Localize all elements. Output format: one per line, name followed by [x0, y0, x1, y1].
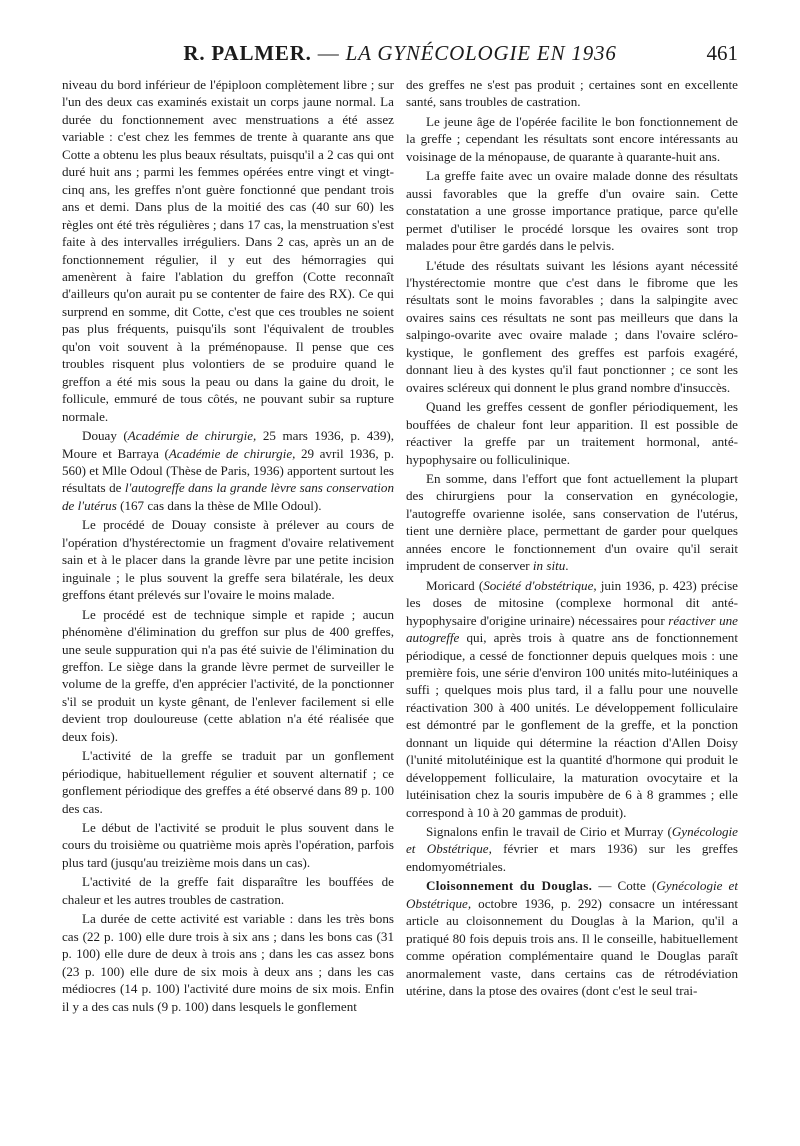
paragraph — [406, 577, 738, 821]
paragraph: L'activité de la greffe se traduit par un gonflement périodique, habituellement régulier et souvent alternatif ; ce gonflement périodique des greffes a été observé dans 89 p. 100 des cas. — [62, 748, 394, 816]
paragraph: Le procédé est de technique simple et rapide ; aucun phénomène d'élimination du greffon sur plus de 400 greffes, une seule suppuration qui n'a pas été suivie de l'élimination du greffon. Le siège dans la grande lèvre permet de surveiller le volume de la greffe, d'en apprécier l'activité, de la ponctionner s'il se produit un kyste gênant, de l'enlever facilement si elle devient trop douloureuse (cette ablation n'a été réalisée que deux fois). — [62, 606, 394, 744]
paragraph: Quand les greffes cessent de gonfler périodiquement, les bouffées de chaleur font leur apparition. Il est possible de réactiver la greffe par un traitement hormonal, anté-hypophysaire ou folliculinique. — [406, 399, 738, 467]
section-heading: Cloisonnement du Douglas. — [426, 878, 593, 894]
journal-citation: Académie de chirurgie, — [168, 445, 296, 461]
italic-emphasis: l'autogreffe dans la grande lèvre sans conservation de l'utérus — [62, 480, 394, 513]
text-run: Douay ( — [82, 428, 128, 444]
paragraph — [406, 823, 738, 875]
paragraph — [406, 470, 738, 575]
running-head — [62, 38, 738, 68]
journal-citation: Académie de chirurgie, — [127, 428, 257, 444]
text-run: 29 avril 1936, p. 560) et Mlle Odoul (Thèse de Paris, 1936) apportent surtout les résultats de — [62, 445, 394, 496]
page-number: 461 — [706, 41, 738, 65]
journal-citation: Gynécologie et Obstétrique, — [406, 878, 738, 911]
text-run: Moricard ( — [426, 577, 484, 593]
running-head-separator: — — [311, 41, 346, 65]
paragraph: niveau du bord inférieur de l'épiploon complètement libre ; sur l'un des deux cas examinés existait un corps jaune normal. La durée du fonctionnement avec menstruations a été assez variable : c'est chez les femmes de trente à quarante ans que Cotte a obtenu les plus beaux résultats, puisqu'il a 2 cas qui ont duré huit ans ; parmi les femmes opérées entre vingt et vingt-cinq ans, les greffes n'ont guère fonctionné que pendant trois ans et demi. Dans plus de la moitié des cas (40 sur 60) les règles ont été très régulières ; dans 17 cas, la menstruation s'est faite à des intervalles irréguliers. Dans 2 cas, après un an de fonctionnement régulier, il y eut des hémorragies qui amenèrent à faire l'ablation du greffon (Cotte reconnaît d'ailleurs qu'on aurait pu se contenter de faire des RX). Ce qui surprend en somme, dit Cotte, c'est que ces troubles ne soient pas plus fréquents, puisqu'ils sont l'équivalent de troubles qu'on voit souvent à la préménopause. Il pense que ces troubles risquent plus volontiers de se produire quand le greffon a été mis sous la peau ou dans la gaine du droit, le follicule, emmuré de tous côtés, ne pouvant subir sa rupture normale. — [62, 77, 394, 424]
running-head-author: R. PALMER. — [183, 41, 312, 65]
running-head-title: LA GYNÉCOLOGIE EN 1936 — [345, 41, 617, 65]
text-run: octobre 1936, p. 292) consacre un intéressant article au cloisonnement du Douglas à la Marion, qu'il a pratiqué 80 fois depuis trois ans. Il le conseille, habituellement comme opération complémentaire quand le Douglas paraît anormalement vaste, dans certains cas de rétrodéviation utérine, dans la ptose des ovaires (dont c'est le seul trai- — [406, 895, 738, 999]
paragraph: L'étude des résultats suivant les lésions ayant nécessité l'hystérectomie montre que c'est dans le fibrome que les résultats sont le moins favorables ; dans la salpingite avec ovaires sains ces résultats ne sont pas meilleurs que dans la salpingo-ovarite avec ovaire malade ; dans l'ovaire scléro-kystique, le gonflement des greffes est parfois exagéré, donnant lieu à des kystes qu'il faut ponctionner ; ce sont les ovaires scléreux qui donnent le plus grand nombre d'insuccès. — [406, 257, 738, 395]
text-run: Signalons enfin le travail de Cirio et Murray ( — [426, 824, 672, 840]
paragraph: des greffes ne s'est pas produit ; certaines sont en excellente santé, sans troubles de castration. — [406, 77, 738, 110]
paragraph: Le début de l'activité se produit le plus souvent dans le cours du troisième ou quatrième mois après l'opération, parfois plus tard (jusqu'au treizième mois dans un cas). — [62, 820, 394, 870]
paragraph — [406, 877, 738, 999]
paragraph: Le jeune âge de l'opérée facilite le bon fonctionnement de la greffe ; cependant les résultats sont encore intéressants au voisinage de la ménopause, de quarante à quarante-huit ans. — [406, 113, 738, 164]
journal-citation: Gynécologie et Obstétrique, — [406, 824, 738, 857]
text-run: En somme, dans l'effort que font actuellement la plupart des chirurgiens pour la conservation en gynécologie, l'autogreffe ovarienne isolée, sans conservation de l'utérus, tient une dernière place, permettant de garder pour quelques années encore le fonctionnement d'un ovaire qu'il serait imprudent de conserver — [406, 470, 738, 574]
journal-citation: Société d'obstétrique, — [483, 577, 597, 593]
text-run: (167 cas dans la thèse de Mlle Odoul). — [116, 497, 322, 513]
page-header — [62, 38, 738, 68]
text-run: juin 1936, p. 423) précise les doses de mitosine (complexe hormonal dit anté-hypophysaire d'origine urinaire) nécessaires pour — [406, 577, 738, 628]
italic-emphasis: réactiver une autogreffe — [406, 612, 738, 646]
left-column — [62, 76, 394, 1136]
text-run: qui, après trois à quatre ans de fonctionnement périodique, a cessé de fonctionner depuis quelques mois : une première fois, une série d'environ 100 unités mito-lutéiniques a suffi ; quelques mois plus tard, il a fallu pour une nouvelle réactivation 300 à 400 unités. Le développement folliculaire est démontré par le gonflement de la greffe, et la ponction donnant un liquide qui détermine la réaction d'Allen Doisy (l'unité mitolutéinique est la quantité d'hormone qui produit le développement folliculaire, la maturation ovocytaire et la lutéinisation chez la souris impubère de 6 à 8 grammes ; elle correspond à 10 à 20 gammas de produit). — [406, 630, 738, 820]
paragraph: La durée de cette activité est variable : dans les très bons cas (22 p. 100) elle dure trois à six ans ; dans les bons cas (31 p. 100) elle dure de deux à trois ans ; dans les cas assez bons (23 p. 100) elle dure de six mois à deux ans ; dans les cas médiocres (14 p. 100) l'activité dure moins de six mois. Enfin il y a des cas nuls (9 p. 100) dans lesquels le gonflement — [62, 911, 394, 1014]
right-column — [406, 76, 738, 1136]
text-run: février et mars 1936) sur les greffes endomyométriales. — [406, 841, 738, 874]
italic-emphasis: in situ — [532, 558, 566, 574]
paragraph: La greffe faite avec un ovaire malade donne des résultats aussi favorables que la greffe d'un ovaire sain. Cette constatation a une grosse importance pratique, parce qu'elle permet d'utiliser le procédé lorsque les ovaires sont trop malades pour être gardés dans le pelvis. — [406, 168, 738, 254]
text-run: 25 mars 1936, p. 439), Moure et Barraya ( — [62, 428, 394, 461]
text-run: — Cotte ( — [592, 878, 657, 894]
paragraph: Le procédé de Douay consiste à prélever au cours de l'opération d'hystérectomie un fragment d'ovaire relativement sain et à le placer dans la grande lèvre par une petite incision inguinale ; le plus souvent la greffe sera bilatérale, les deux greffons étant prélevés sur l'ovaire le moins malade. — [62, 517, 394, 603]
text-run: . — [565, 558, 569, 574]
paragraph: L'activité de la greffe fait disparaître les bouffées de chaleur et les autres troubles de castration. — [62, 874, 394, 907]
paragraph — [62, 427, 394, 514]
